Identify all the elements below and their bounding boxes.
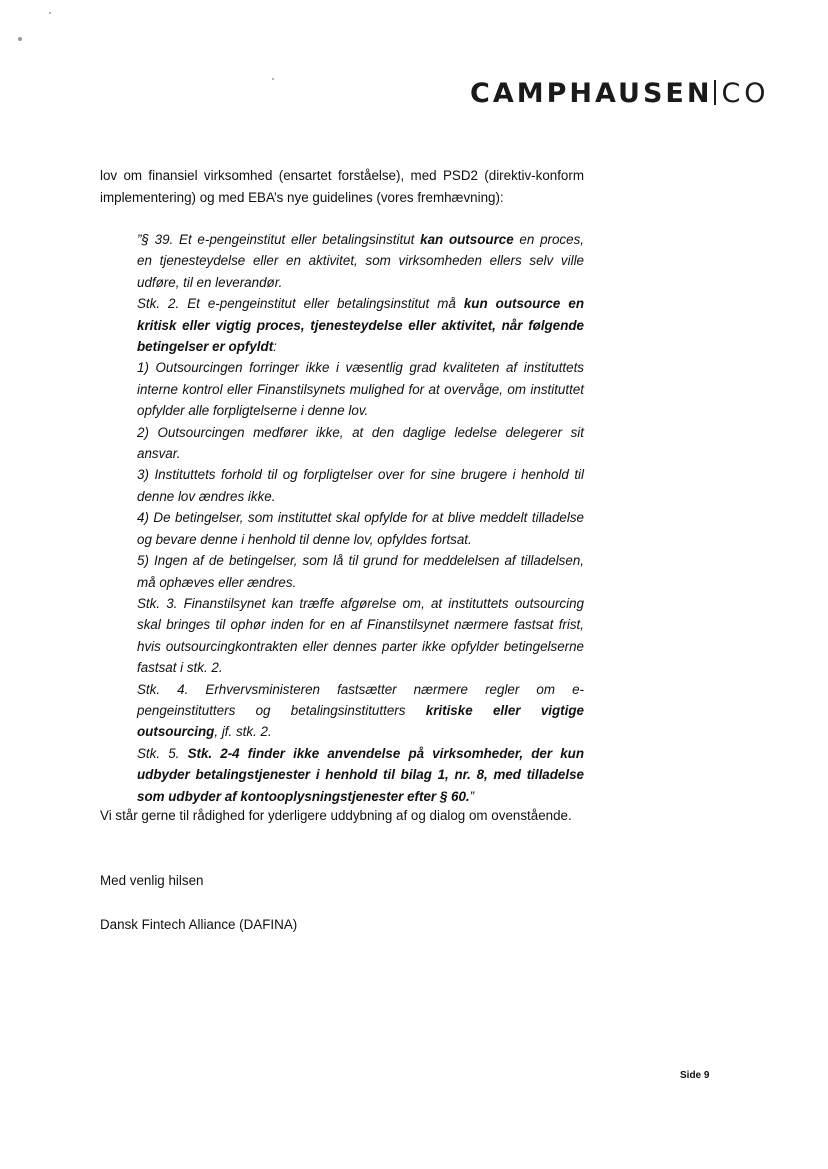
scan-speck bbox=[272, 78, 274, 80]
bold-text-run: Stk. 2-4 finder ikke anvendelse på virksomheder, der kun udbyder betalingstjenester i henhold til bilag 1, nr. 8, med tilladelse som udbyder af kontooplysningstjenester efter § 60. bbox=[137, 745, 585, 804]
text-run: : bbox=[273, 339, 277, 355]
company-logo bbox=[470, 78, 770, 110]
quote-paragraph: Stk. 3. Finanstilsynet kan træffe afgørelse om, at instituttets outsourcing skal bringes til ophør inden for en af Finanstilsynet nærmere fastsat frist, hvis outsourcingkontrakten eller dennes parter ikke opfylder betingelserne fastsat i stk. 2. bbox=[137, 595, 584, 676]
text-run: ” bbox=[469, 788, 475, 804]
scan-speck bbox=[49, 12, 51, 14]
text-run: Stk. 5. bbox=[137, 745, 188, 761]
text-run: , jf. stk. 2. bbox=[214, 724, 272, 740]
signature: Dansk Fintech Alliance (DAFINA) bbox=[100, 917, 298, 932]
logo-co-text: CO bbox=[721, 78, 770, 109]
quote-paragraph bbox=[137, 293, 584, 357]
quote-paragraph: 4) De betingelser, som instituttet skal opfylde for at blive meddelt tilladelse og bevare denne i henhold til denne lov, opfyldes fortsat. bbox=[137, 510, 584, 547]
logo-separator bbox=[714, 80, 716, 105]
logo-main-text: CAMPHAUSEN bbox=[470, 78, 713, 109]
quote-paragraph: 3) Instituttets forhold til og forpligtelser over for sine brugere i henhold til denne lov ændres ikke. bbox=[137, 467, 584, 504]
bold-text-run: kun outsource en kritisk eller vigtig proces, tjenesteydelse eller aktivitet, når følgende betingelser er opfyldt bbox=[137, 296, 584, 355]
quote-paragraph: 1) Outsourcingen forringer ikke i væsentlig grad kvaliteten af instituttets interne kontrol eller Finanstilsynets mulighed for at overvåge, om instituttet opfylder alle forpligtelserne i denne lov. bbox=[137, 360, 584, 419]
bold-text-run: kritiske eller vigtige outsourcing bbox=[137, 702, 584, 740]
quote-paragraph bbox=[137, 743, 584, 807]
scan-speck bbox=[18, 37, 22, 41]
quote-paragraph: 2) Outsourcingen medfører ikke, at den daglige ledelse delegerer sit ansvar. bbox=[137, 424, 584, 462]
page-number: Side 9 bbox=[680, 1070, 710, 1081]
text-run: en proces, en tjenesteydelse eller en aktivitet, som virksomheden ellers selv ville udføre, til en leverandør. bbox=[137, 232, 584, 290]
text-run: ”§ 39. Et e-pengeinstitut eller betalingsinstitut bbox=[137, 232, 421, 247]
intro-paragraph: lov om finansiel virksomhed (ensartet forståelse), med PSD2 (direktiv-konform implementering) og med EBA’s nye guidelines (vores fremhævning): bbox=[100, 168, 584, 205]
greeting: Med venlig hilsen bbox=[100, 873, 204, 888]
closing-paragraph: Vi står gerne til rådighed for yderligere uddybning af og dialog om ovenstående. bbox=[100, 808, 572, 823]
quote-paragraph bbox=[137, 229, 584, 293]
quote-paragraph: 5) Ingen af de betingelser, som lå til grund for meddelelsen af tilladelsen, må ophæves eller ændres. bbox=[137, 553, 584, 590]
bold-text-run: kan outsource bbox=[420, 232, 514, 247]
law-quote bbox=[137, 229, 584, 807]
text-run: Stk. 2. Et e-pengeinstitut eller betalingsinstitut må bbox=[137, 296, 464, 312]
quote-paragraph bbox=[137, 679, 584, 743]
text-run: Stk. 4. Erhvervsministeren fastsætter nærmere regler om e-pengeinstitutters og betalingsinstitutters bbox=[137, 681, 584, 718]
